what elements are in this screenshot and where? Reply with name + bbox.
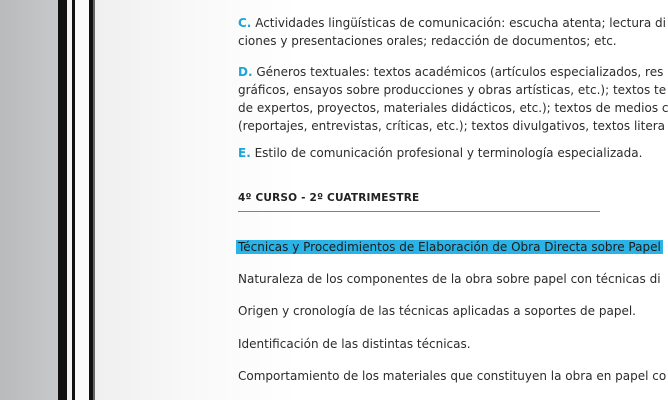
list-item-e-line1: E. Estilo de comunicación profesional y terminología especializada. [238,146,643,160]
list-item-d-line1: D. Géneros textuales: textos académicos (artículos especializados, res [238,65,664,79]
paragraph: Naturaleza de los componentes de la obra sobre papel con técnicas di [238,272,661,286]
list-item-c-line2: ciones y presentaciones orales; redacción de documentos; etc. [238,34,617,48]
list-item-d-line3: de expertos, proyectos, materiales didácticos, etc.); textos de medios c [238,101,668,115]
highlighted-text: Técnicas y Procedimientos de Elaboración de Obra Directa sobre Papel [238,240,661,254]
binder-gap [75,0,89,400]
paragraph: Comportamiento de los materiales que constituyen la obra en papel co [238,369,667,383]
list-letter-e: E. [238,146,251,160]
list-item-d-line4: (reportajes, entrevistas, críticas, etc.); textos divulgativos, textos litera [238,119,665,133]
list-item-c-line1: C. Actividades lingüísticas de comunicación: escucha atenta; lectura di [238,16,666,30]
section-divider [238,211,600,212]
desk-background [0,0,58,400]
binder-edge [58,0,67,400]
list-item-d-line2: gráficos, ensayos sobre producciones y obras artísticas, etc.); textos te [238,83,667,97]
paragraph: Origen y cronología de las técnicas aplicadas a soportes de papel. [238,304,636,318]
section-heading: 4º CURSO - 2º CUATRIMESTRE [238,192,420,204]
list-letter-d: D. [238,65,253,79]
paragraph: Identificación de las distintas técnicas. [238,337,471,351]
list-letter-c: C. [238,16,252,30]
highlighted-subject-title [238,238,663,256]
